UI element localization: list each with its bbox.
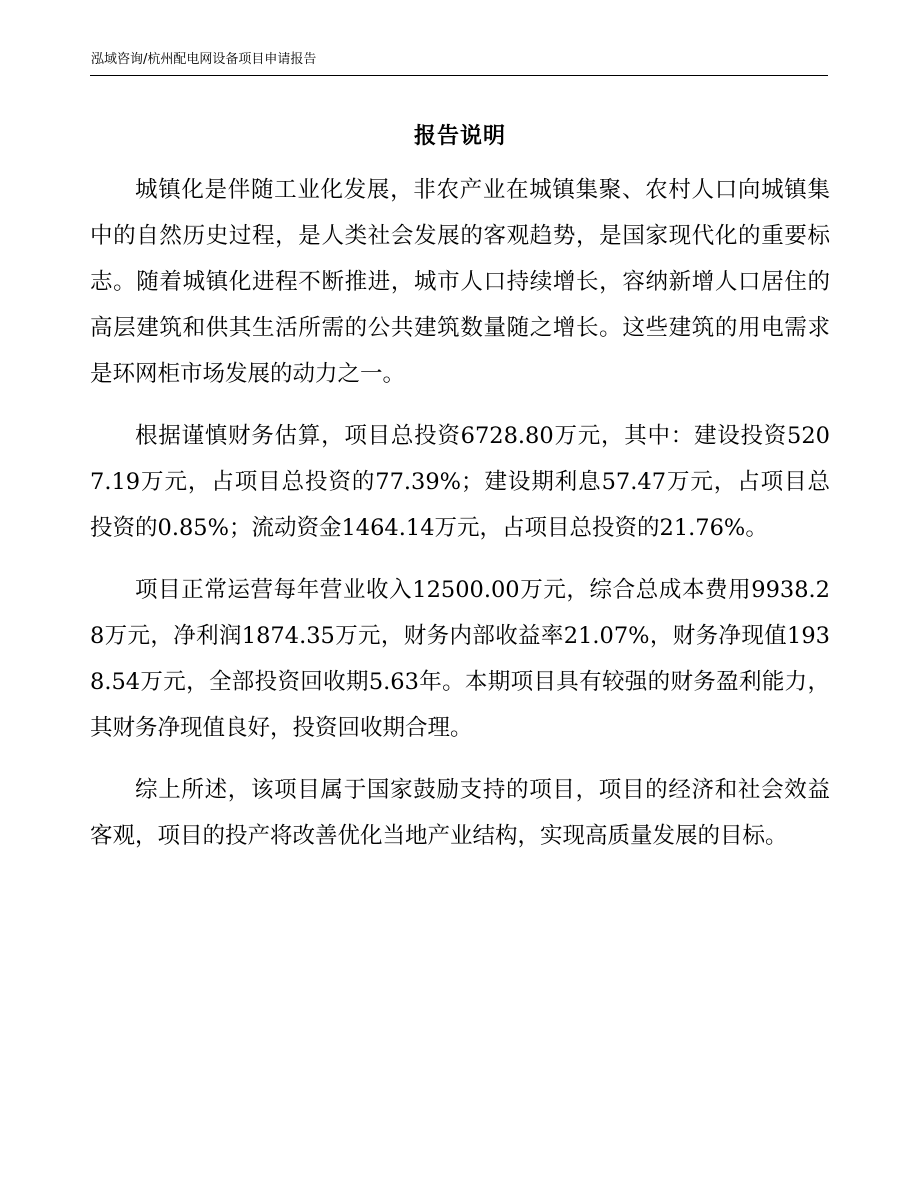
paragraph-urbanization: 城镇化是伴随工业化发展，非农产业在城镇集聚、农村人口向城镇集中的自然历史过程，是人类社会发展的客观趋势，是国家现代化的重要标志。随着城镇化进程不断推进，城市人口持续增长，容纳新增人口居住的高层建筑和供其生活所需的公共建筑数量随之增长。这些建筑的用电需求是环网柜市场发展的动力之一。 <box>90 177 830 387</box>
paragraph-investment: 根据谨慎财务估算，项目总投资6728.80万元，其中：建设投资5207.19万元，占项目总投资的77.39%；建设期利息57.47万元，占项目总投资的0.85%；流动资金1464.14万元，占项目总投资的21.76%。 <box>90 423 830 541</box>
running-header: 泓域咨询/杭州配电网设备项目申请报告 <box>91 52 317 67</box>
page-title: 报告说明 <box>413 124 506 149</box>
header-divider <box>90 75 828 76</box>
paragraph-conclusion: 综上所述，该项目属于国家鼓励支持的项目，项目的经济和社会效益客观，项目的投产将改善优化当地产业结构，实现高质量发展的目标。 <box>90 777 830 849</box>
report-body <box>90 167 830 875</box>
paragraph-revenue: 项目正常运营每年营业收入12500.00万元，综合总成本费用9938.28万元，净利润1874.35万元，财务内部收益率21.07%，财务净现值1938.54万元，全部投资回收期5.63年。本期项目具有较强的财务盈利能力，其财务净现值良好，投资回收期合理。 <box>90 577 830 741</box>
